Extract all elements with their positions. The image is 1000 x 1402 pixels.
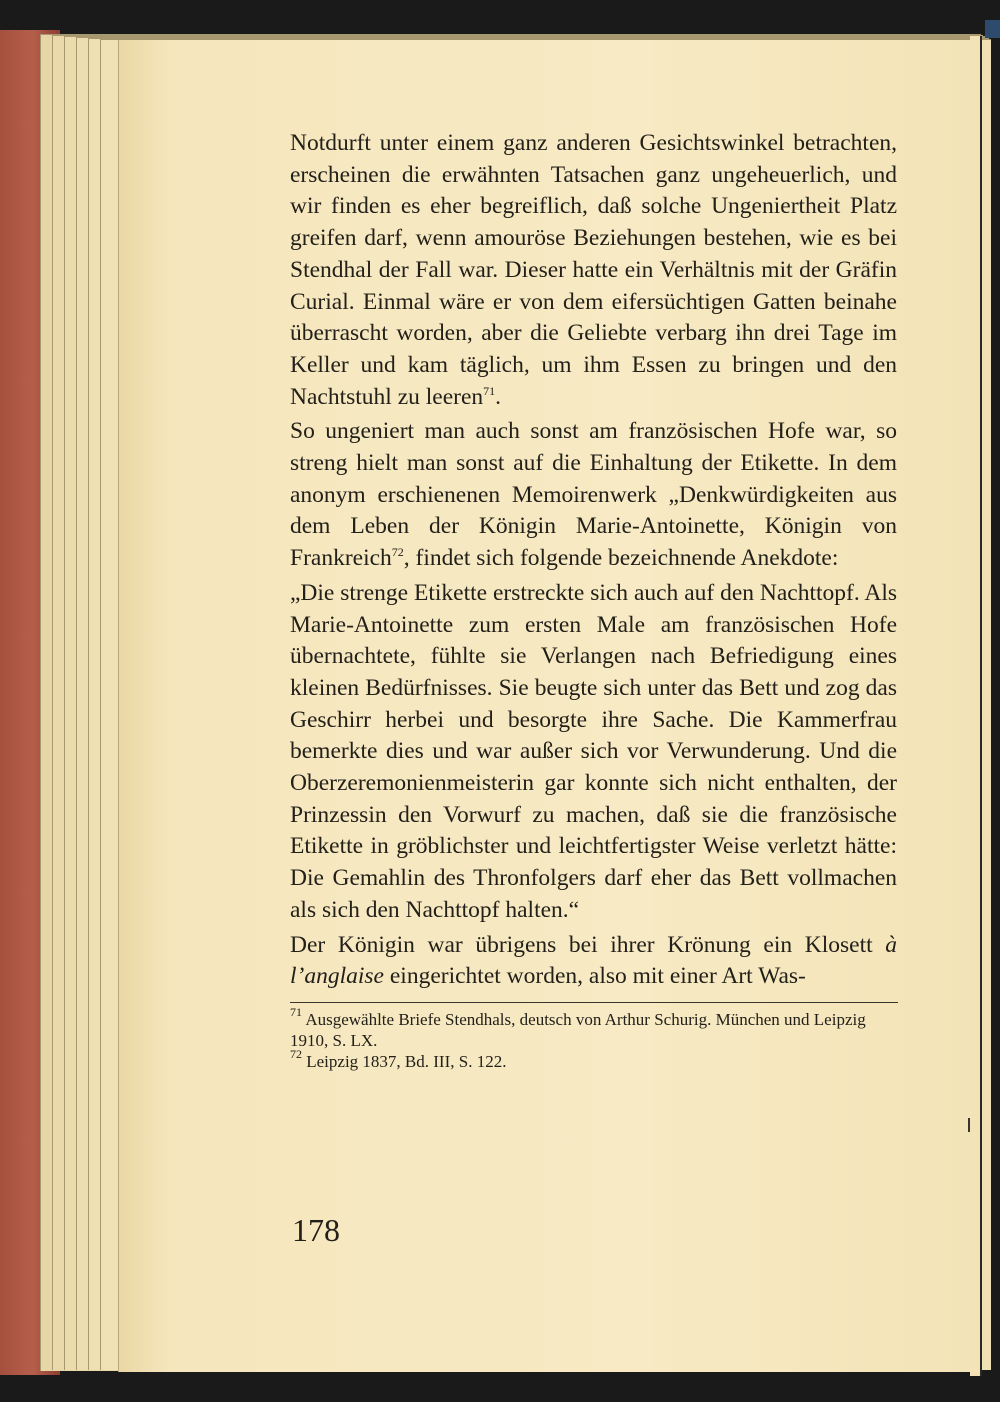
page-content xyxy=(290,128,897,1072)
paragraph-2-tail: , findet sich folgende bezeichnende Anekdote: xyxy=(403,545,839,572)
margin-tick xyxy=(968,1118,970,1132)
paragraph-2-text: So ungeniert man auch sonst am französischen Hofe war, so streng hielt man sonst auf die Einhaltung der Etikette. In dem anonym erschienenen Memoirenwerk „Denkwürdigkeiten aus dem Leben der Königin Marie-Antoinette, Königin von Frankreich xyxy=(290,418,897,572)
paragraph-4-italic: à l’anglaise xyxy=(290,931,897,990)
paragraph-4-tail: eingerichtet worden, also mit einer Art Was- xyxy=(384,963,806,990)
paragraph-2 xyxy=(290,416,897,575)
footnote-71 xyxy=(290,1004,897,1051)
paragraph-1-end: . xyxy=(495,383,502,410)
footnote-72 xyxy=(290,1046,897,1072)
paragraph-1-text: Notdurft unter einem ganz anderen Gesichtswinkel betrachten, erscheinen die erwähnten Tatsachen ganz ungeheuerlich, und wir finden es eher begreiflich, daß solche Ungeniertheit Platz greifen darf, wenn amouröse Beziehungen bestehen, wie es bei Stendhal der Fall war. Dieser hatte ein Verhältnis mit der Gräfin Curial. Einmal wäre er von dem eifersüchtigen Gatten beinahe überrascht worden, aber die Geliebte verbarg ihn drei Tage im Keller und kam täglich, um ihm Essen zu bringen und den Nachtstuhl zu leeren xyxy=(290,130,897,410)
footnote-divider xyxy=(290,1002,898,1003)
footnote-72-number: 72 xyxy=(290,1046,302,1061)
footnote-72-text: Leipzig 1837, Bd. III, S. 122. xyxy=(306,1051,507,1071)
page-number: 178 xyxy=(292,1212,340,1248)
corner-marker xyxy=(985,20,1000,38)
footnote-71-text: Ausgewählte Briefe Stendhals, deutsch von Arthur Schurig. München und Leipzig 1910, S. LX. xyxy=(290,1009,866,1050)
footnote-71-number: 71 xyxy=(290,1004,302,1019)
quotation-paragraph: „Die strenge Etikette erstreckte sich auch auf den Nachttopf. Als Marie-Antoinette zum ersten Male am französischen Hofe übernachtete, fühlte sie Verlangen nach Befriedigung eines kleinen Bedürfnisses. Sie beugte sich unter das Bett und zog das Geschirr herbei und besorgte ihre Sache. Die Kammerfrau bemerkte dies und war außer sich vor Verwunderung. Und die Oberzeremonienmeisterin gar konnte sich nicht enthalten, der Prinzessin den Vorwurf zu machen, daß sie die französische Etikette in gröblichster und leichtfertigster Weise verletzt hätte: Die Gemahlin des Thronfolgers darf eher das Bett vollmachen als sich den Nachttopf halten.“ xyxy=(290,579,897,923)
paragraph-1 xyxy=(290,128,897,413)
footnote-ref-71: 71 xyxy=(483,383,496,398)
footnote-ref-72: 72 xyxy=(391,545,404,560)
paragraph-4 xyxy=(290,930,897,993)
paragraph-4-text: Der Königin war übrigens bei ihrer Krönung ein Klosett xyxy=(290,931,873,958)
